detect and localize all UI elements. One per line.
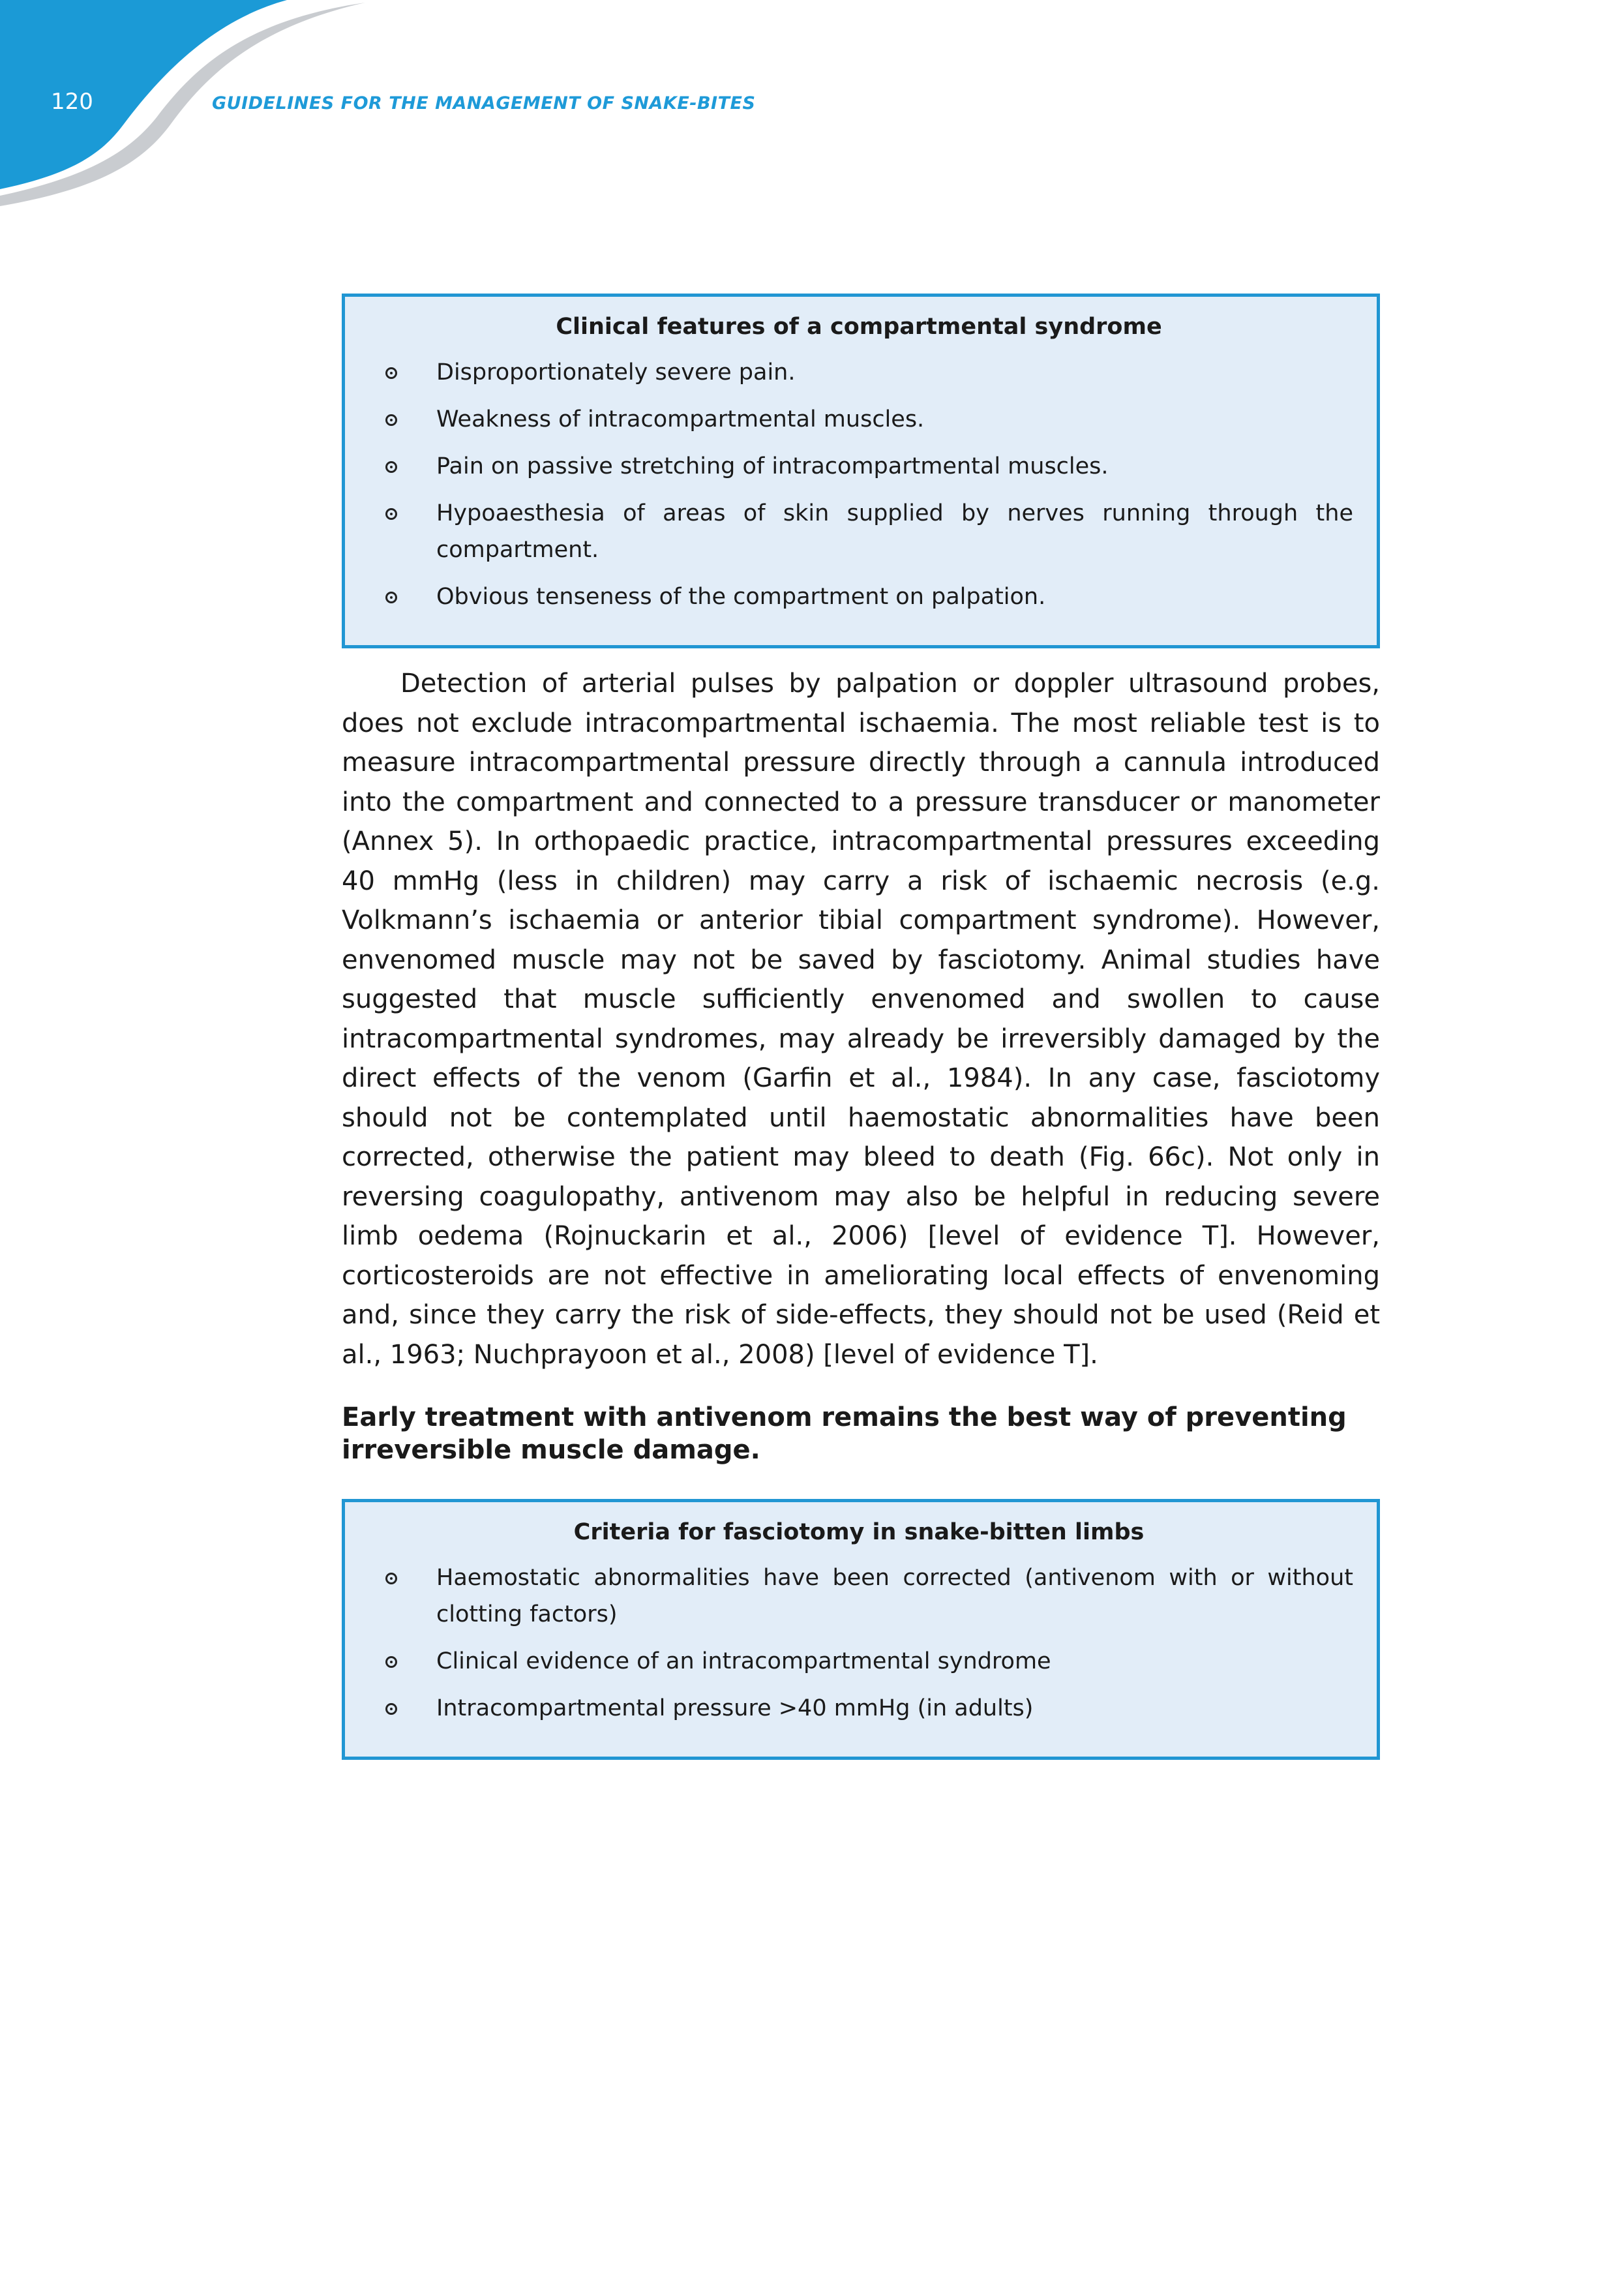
bullet-icon — [385, 414, 397, 426]
bullet-icon — [385, 592, 397, 603]
list-item: Hypoaesthesia of areas of skin supplied by nerves running through the compartment. — [365, 495, 1353, 568]
list-item: Disproportionately severe pain. — [365, 354, 1353, 391]
list-item: Clinical evidence of an intracompartmental syndrome — [365, 1643, 1353, 1680]
bullet-icon — [385, 367, 397, 379]
bullet-icon — [385, 508, 397, 520]
list-item: Pain on passive stretching of intracompartmental muscles. — [365, 448, 1353, 485]
clinical-features-box — [342, 294, 1380, 648]
key-message: Early treatment with antivenom remains the best way of preventing irreversible muscle damage. — [342, 1402, 1347, 1465]
feature-list — [365, 354, 1353, 615]
body-paragraph: Detection of arterial pulses by palpation or doppler ultrasound probes, does not exclude intracompartmental ischaemia. The most reliable test is to measure intracompartmental pressure directly through a cannula introduced into the compartment and connected to a pressure transducer or manometer (Annex 5). In orthopaedic practice, intracompartmental pressures exceeding 40 mmHg (less in children) may carry a risk of ischaemic necrosis (e.g. Volkmann’s ischaemia or anterior tibial compartment syndrome). However, envenomed muscle may not be saved by fasciotomy. Animal studies have suggested that muscle sufficiently envenomed and swollen to cause intracompartmental syndromes, may already be irreversibly damaged by the direct effects of the venom (Garfin et al., 1984). In any case, fasciotomy should not be contemplated until haemostatic abnormalities have been corrected, otherwise the patient may bleed to death (Fig. 66c). Not only in reversing coagulopathy, antivenom may also be helpful in reducing severe limb oedema (Rojnuckarin et al., 2006) [level of evidence T]. However, corticosteroids are not effective in ameliorating local effects of envenoming and, since they carry the risk of side-effects, they should not be used (Reid et al., 1963; Nuchprayoon et al., 2008) [level of evidence T]. — [342, 669, 1380, 1370]
page-number: 120 — [51, 89, 93, 115]
list-item: Haemostatic abnormalities have been corrected (antivenom with or without clotting factors) — [365, 1560, 1353, 1633]
list-item: Intracompartmental pressure >40 mmHg (in adults) — [365, 1690, 1353, 1727]
list-item: Weakness of intracompartmental muscles. — [365, 401, 1353, 438]
list-item: Obvious tenseness of the compartment on palpation. — [365, 579, 1353, 615]
bullet-icon — [385, 1656, 397, 1668]
running-head: GUIDELINES FOR THE MANAGEMENT OF SNAKE-BITES — [212, 93, 756, 113]
bullet-icon — [385, 1573, 397, 1584]
box-title: Criteria for fasciotomy in snake-bitten limbs — [573, 1519, 1145, 1545]
criteria-list — [365, 1560, 1353, 1727]
box-title: Clinical features of a compartmental syndrome — [556, 314, 1162, 340]
bullet-icon — [385, 461, 397, 473]
bullet-icon — [385, 1703, 397, 1715]
fasciotomy-criteria-box — [342, 1499, 1380, 1760]
